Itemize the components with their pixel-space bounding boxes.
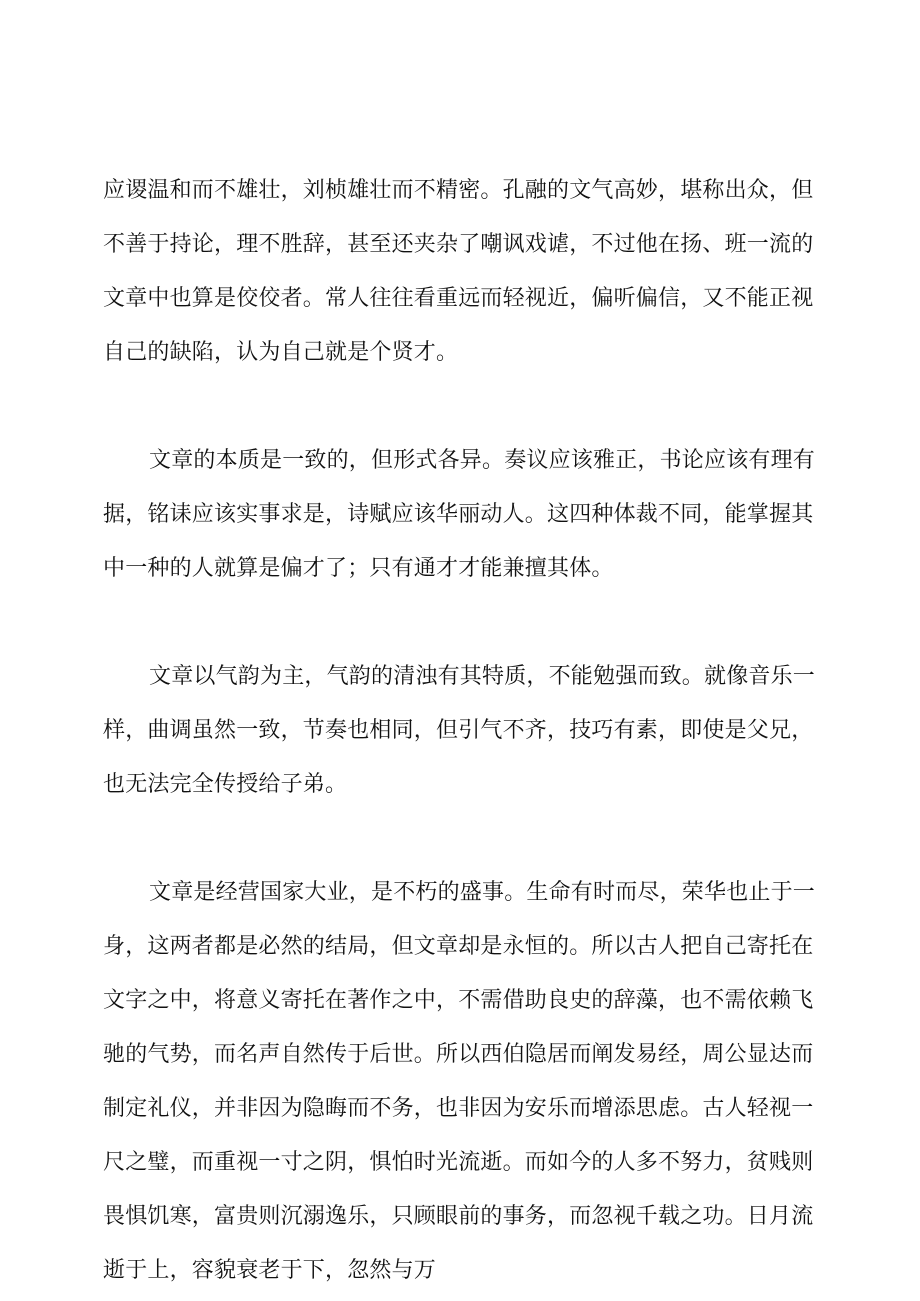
- paragraph-gap: [103, 380, 817, 434]
- paragraph-2: 文章的本质是一致的，但形式各异。奏议应该雅正，书论应该有理有据，铭诔应该实事求是，诗赋应该华丽动人。这四种体裁不同，能掌握其中一种的人就算是偏才了；只有通才才能兼擅其体。: [103, 448, 816, 581]
- paragraph-gap: [103, 812, 817, 866]
- document-body: [103, 164, 817, 1298]
- paragraph-4: 文章是经营国家大业，是不朽的盛事。生命有时而尽，荣华也止于一身，这两者都是必然的结局，但文章却是永恒的。所以古人把自己寄托在文字之中，将意义寄托在著作之中，不需借助良史的辞藻，也不需依赖飞驰的气势，而名声自然传于后世。所以西伯隐居而阐发易经，周公显达而制定礼仪，并非因为隐晦而不务，也非因为安乐而增添思虑。古人轻视一尺之璧，而重视一寸之阴，惧怕时光流逝。而如今的人多不努力，贫贱则畏惧饥寒，富贵则沉溺逸乐，只顾眼前的事务，而忽视千载之功。日月流逝于上，容貌衰老于下，忽然与万: [103, 880, 816, 1283]
- paragraph-gap: [103, 596, 817, 650]
- paragraph-1: 应谡温和而不雄壮，刘桢雄壮而不精密。孔融的文气高妙，堪称出众，但不善于持论，理不胜辞，甚至还夹杂了嘲讽戏谑，不过他在扬、班一流的文章中也算是佼佼者。常人往往看重远而轻视近，偏听偏信，又不能正视自己的缺陷，认为自己就是个贤才。: [103, 178, 814, 365]
- paragraph-3: 文章以气韵为主，气韵的清浊有其特质，不能勉强而致。就像音乐一样，曲调虽然一致，节奏也相同，但引气不齐，技巧有素，即使是父兄，也无法完全传授给子弟。: [103, 664, 816, 797]
